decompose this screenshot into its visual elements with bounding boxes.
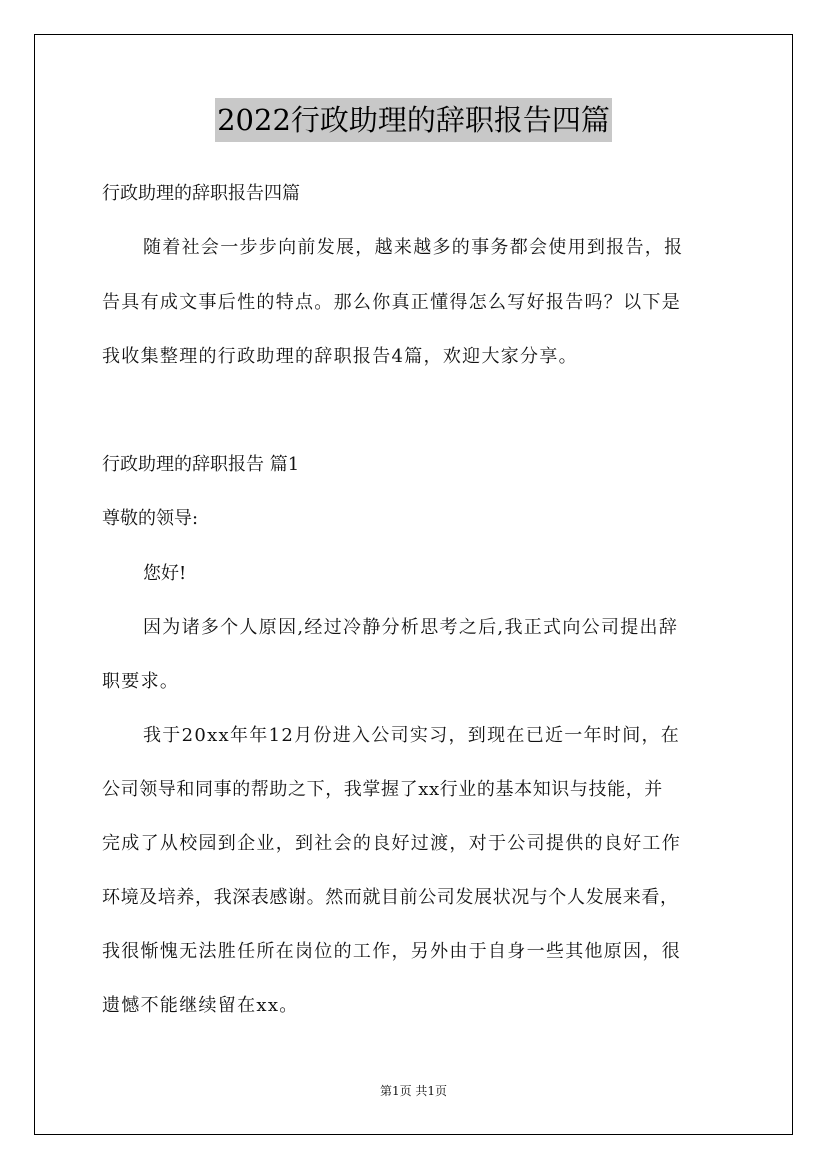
para2-line-1: 我于20xx年年12月份进入公司实习，到现在已近一年时间，在	[143, 725, 681, 746]
para2-line-2: 公司领导和同事的帮助之下，我掌握了xx行业的基本知识与技能，并	[102, 779, 663, 800]
para1-line-1: 因为诸多个人原因,经过冷静分析思考之后,我正式向公司提出辞	[143, 617, 679, 638]
section-heading: 行政助理的辞职报告 篇1	[102, 454, 300, 475]
document-subtitle: 行政助理的辞职报告四篇	[102, 183, 300, 204]
greeting: 您好!	[143, 563, 187, 584]
intro-line-1: 随着社会一步步向前发展，越来越多的事务都会使用到报告，报	[143, 237, 684, 258]
para2-line-3: 完成了从校园到企业，到社会的良好过渡，对于公司提供的良好工作	[102, 833, 681, 854]
document-title-wrap	[0, 98, 827, 142]
intro-line-3: 我收集整理的行政助理的辞职报告4篇，欢迎大家分享。	[102, 346, 578, 367]
para2-line-5: 我很惭愧无法胜任所在岗位的工作，另外由于自身一些其他原因，很	[102, 941, 681, 962]
salutation: 尊敬的领导:	[102, 508, 199, 529]
para2-line-4: 环境及培养，我深表感谢。然而就目前公司发展状况与个人发展来看，	[102, 887, 679, 908]
intro-line-2: 告具有成文事后性的特点。那么你真正懂得怎么写好报告吗？以下是	[102, 292, 681, 313]
para2-line-6: 遗憾不能继续留在xx。	[102, 995, 299, 1016]
para1-line-2: 职要求。	[102, 671, 180, 692]
document-title: 2022行政助理的辞职报告四篇	[215, 98, 612, 142]
page-footer: 第1页 共1页	[379, 1084, 448, 1098]
